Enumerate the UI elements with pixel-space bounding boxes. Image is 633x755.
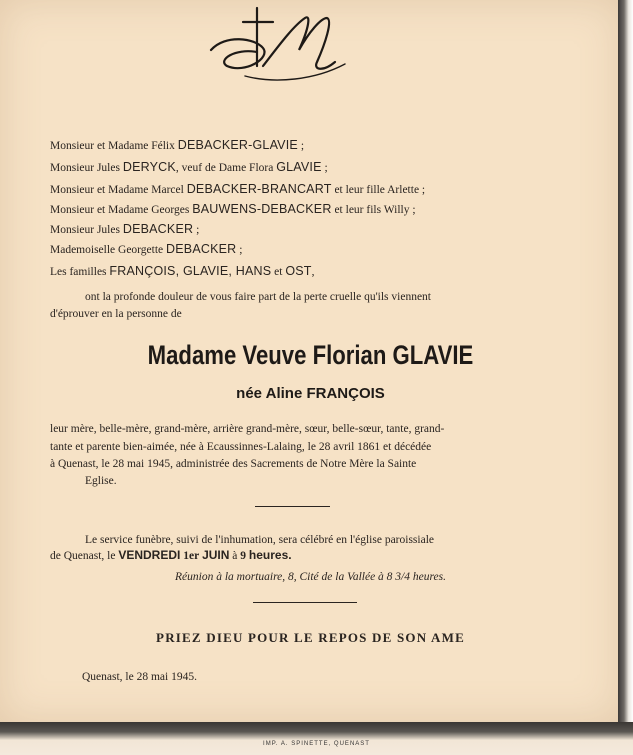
announce-line-1: ont la profonde douleur de vous faire part de la perte cruelle qu'ils viennent [85, 291, 431, 303]
maiden-name: née Aline FRANÇOIS [236, 385, 385, 402]
family-line-4: Monsieur et Madame Georges BAUWENS-DEBACKER et leur fils Willy ; [50, 202, 416, 216]
service-line-1: Le service funèbre, suivi de l'inhumation, sera célébré en l'église paroissiale [85, 534, 435, 546]
biography-line-4: Eglise. [85, 475, 117, 487]
closing-prayer: PRIEZ DIEU POUR LE REPOS DE SON AME [156, 630, 465, 645]
scan-edge-bottom [0, 722, 633, 755]
announce-line-2: d'éprouver en la personne de [50, 308, 182, 320]
family-line-7: Les familles FRANÇOIS, GLAVIE, HANS et OST, [50, 264, 315, 278]
family-line-2: Monsieur Jules DERYCK, veuf de Dame Flora GLAVIE ; [50, 160, 328, 174]
deceased-name: Madame Veuve Florian GLAVIE [147, 340, 474, 370]
biography-line-2: tante et parente bien-aimée, née à Ecaussinnes-Lalaing, le 28 avril 1861 et décédée [50, 441, 432, 453]
family-line-3: Monsieur et Madame Marcel DEBACKER-BRANCART et leur fille Arlette ; [50, 182, 426, 196]
reunion-line: Réunion à la mortuaire, 8, Cité de la Vallée à 8 3/4 heures. [175, 571, 446, 583]
printer-imprint: IMP. A. SPINETTE, QUENAST [263, 741, 370, 747]
family-line-1: Monsieur et Madame Félix DEBACKER-GLAVIE ; [50, 138, 305, 152]
divider-1 [255, 506, 330, 507]
biography-line-1: leur mère, belle-mère, grand-mère, arrière grand-mère, sœur, belle-sœur, tante, grand- [50, 423, 445, 435]
cross-and-m-monogram-icon [205, 4, 350, 86]
place-date: Quenast, le 28 mai 1945. [82, 671, 197, 683]
family-line-5: Monsieur Jules DEBACKER ; [50, 222, 200, 236]
biography-line-3: à Quenast, le 28 mai 1945, administrée des Sacrements de Notre Mère la Sainte [50, 458, 417, 470]
service-line-2: de Quenast, le VENDREDI 1er JUIN à 9 heures. [50, 548, 292, 562]
family-line-6: Mademoiselle Georgette DEBACKER ; [50, 242, 243, 256]
divider-2 [253, 602, 357, 603]
